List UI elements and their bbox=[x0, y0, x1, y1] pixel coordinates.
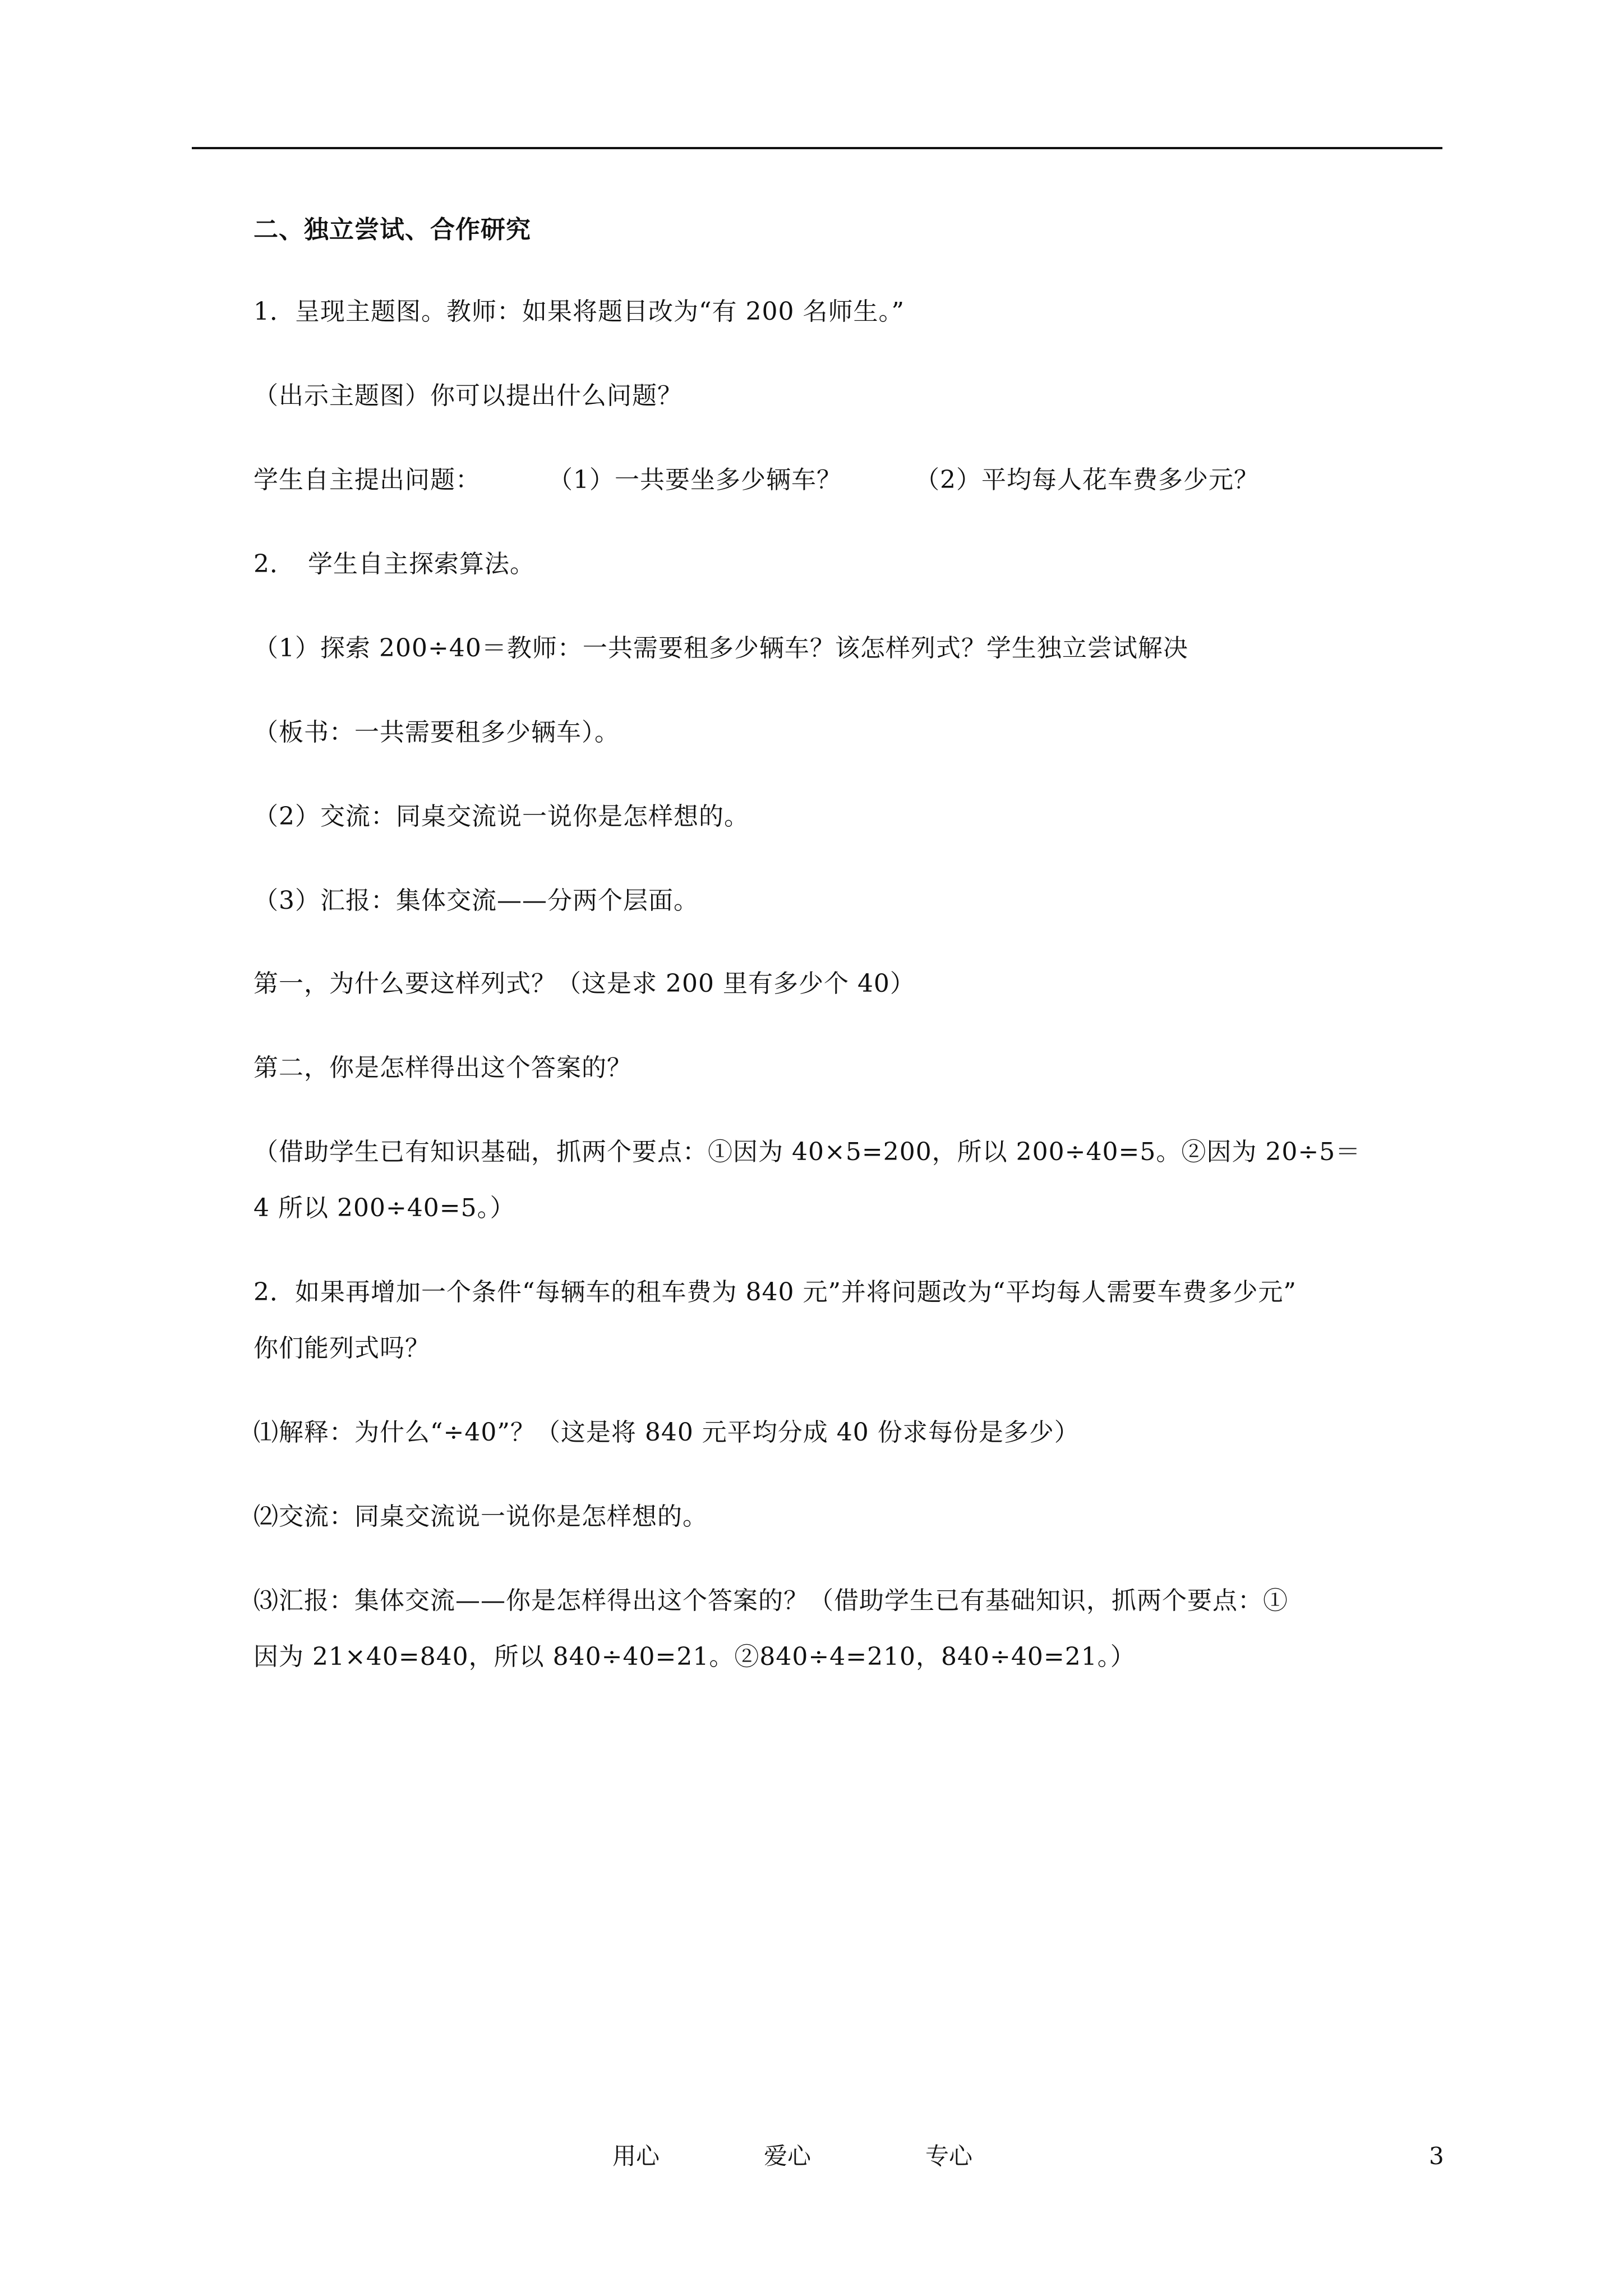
paragraph-line-12: 4 所以 200÷40=5。） bbox=[253, 1194, 515, 1222]
paragraph-line-5: （1）探索 200÷40＝教师：一共需要租多少辆车？该怎样列式？学生独立尝试解决 bbox=[253, 634, 1188, 662]
paragraph-line-9: 第一，为什么要这样列式？（这是求 200 里有多少个 40） bbox=[253, 969, 915, 998]
paragraph-line-3 bbox=[253, 464, 1259, 496]
paragraph-line-17: ⑶汇报：集体交流——你是怎样得出这个答案的？（借助学生已有基础知识，抓两个要点：① bbox=[253, 1586, 1288, 1615]
paragraph-line-14: 你们能列式吗？ bbox=[253, 1334, 430, 1363]
footer-motto-2: 爱心 bbox=[764, 2142, 811, 2170]
paragraph-line-11: （借助学生已有知识基础，抓两个要点：①因为 40×5=200，所以 200÷40=5。②因为 20÷5＝ bbox=[253, 1138, 1361, 1166]
header-rule bbox=[192, 147, 1442, 149]
paragraph-line-1: 1．呈现主题图。教师：如果将题目改为“有 200 名师生。” bbox=[253, 297, 905, 326]
paragraph-line-7: （2）交流：同桌交流说一说你是怎样想的。 bbox=[253, 802, 749, 831]
question-1: （1）一共要坐多少辆车？ bbox=[548, 466, 842, 494]
page-number: 3 bbox=[1429, 2142, 1444, 2170]
paragraph-line-6: （板书：一共需要租多少辆车）。 bbox=[253, 718, 620, 747]
student-questions-label: 学生自主提出问题： bbox=[253, 466, 481, 494]
paragraph-line-16: ⑵交流：同桌交流说一说你是怎样想的。 bbox=[253, 1502, 708, 1531]
paragraph-line-13: 2．如果再增加一个条件“每辆车的租车费为 840 元”并将问题改为“平均每人需要车费多少元” bbox=[253, 1278, 1297, 1306]
footer-motto-3: 专心 bbox=[925, 2142, 973, 2170]
paragraph-line-2: （出示主题图）你可以提出什么问题？ bbox=[253, 381, 683, 410]
paragraph-line-18: 因为 21×40=840，所以 840÷40=21。②840÷4=210，840÷40=21。） bbox=[253, 1642, 1136, 1671]
question-2: （2）平均每人花车费多少元？ bbox=[915, 466, 1259, 494]
paragraph-line-10: 第二，你是怎样得出这个答案的？ bbox=[253, 1053, 632, 1082]
footer-motto-1: 用心 bbox=[612, 2142, 660, 2170]
paragraph-line-8: （3）汇报：集体交流——分两个层面。 bbox=[253, 886, 699, 915]
paragraph-line-15: ⑴解释：为什么“÷40”？（这是将 840 元平均分成 40 份求每份是多少） bbox=[253, 1418, 1080, 1447]
section-title: 二、独立尝试、合作研究 bbox=[253, 215, 531, 244]
paragraph-line-4: 2． 学生自主探索算法。 bbox=[253, 550, 535, 578]
